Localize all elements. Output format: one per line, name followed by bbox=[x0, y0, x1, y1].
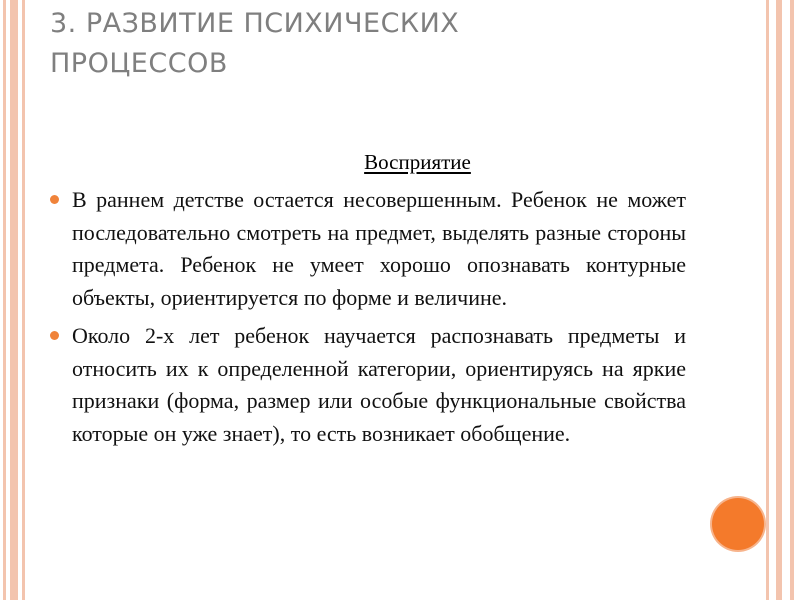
slide-title bbox=[50, 4, 750, 84]
bullet-text: Около 2-х лет ребенок научается распознавать предметы и относить их к определенной категории, ориентируясь на яркие признаки (форма, размер или особые функциональные свойства которые он уже знает), то есть возникает обобщение. bbox=[72, 323, 686, 446]
slide-title-line-1: 3. РАЗВИТИЕ ПСИХИЧЕСКИХ bbox=[50, 8, 460, 39]
bullet-item bbox=[50, 320, 686, 450]
orange-circle-icon bbox=[712, 498, 764, 550]
right-decorative-border bbox=[766, 0, 800, 600]
bullet-dot-icon bbox=[50, 195, 59, 204]
bullet-text: В раннем детстве остается несовершенным. Ребенок не может последовательно смотреть на предмет, выделять разные стороны предмета. Ребенок не умеет хорошо опознавать контурные объекты, ориентируется по форме и величине. bbox=[72, 187, 686, 310]
subheading-text: Восприятие bbox=[364, 150, 471, 174]
bullet-dot-icon bbox=[50, 331, 59, 340]
section-subheading bbox=[50, 148, 785, 176]
left-border-line bbox=[22, 0, 25, 600]
left-decorative-border bbox=[0, 0, 30, 600]
slide-title-line-2: ПРОЦЕССОВ bbox=[50, 48, 228, 79]
bullet-item bbox=[50, 184, 686, 314]
left-border-line bbox=[10, 0, 18, 600]
right-border-line bbox=[766, 0, 769, 600]
right-border-line bbox=[790, 0, 794, 600]
left-border-line bbox=[3, 0, 6, 600]
bullet-list bbox=[50, 184, 686, 456]
right-border-line bbox=[776, 0, 782, 600]
